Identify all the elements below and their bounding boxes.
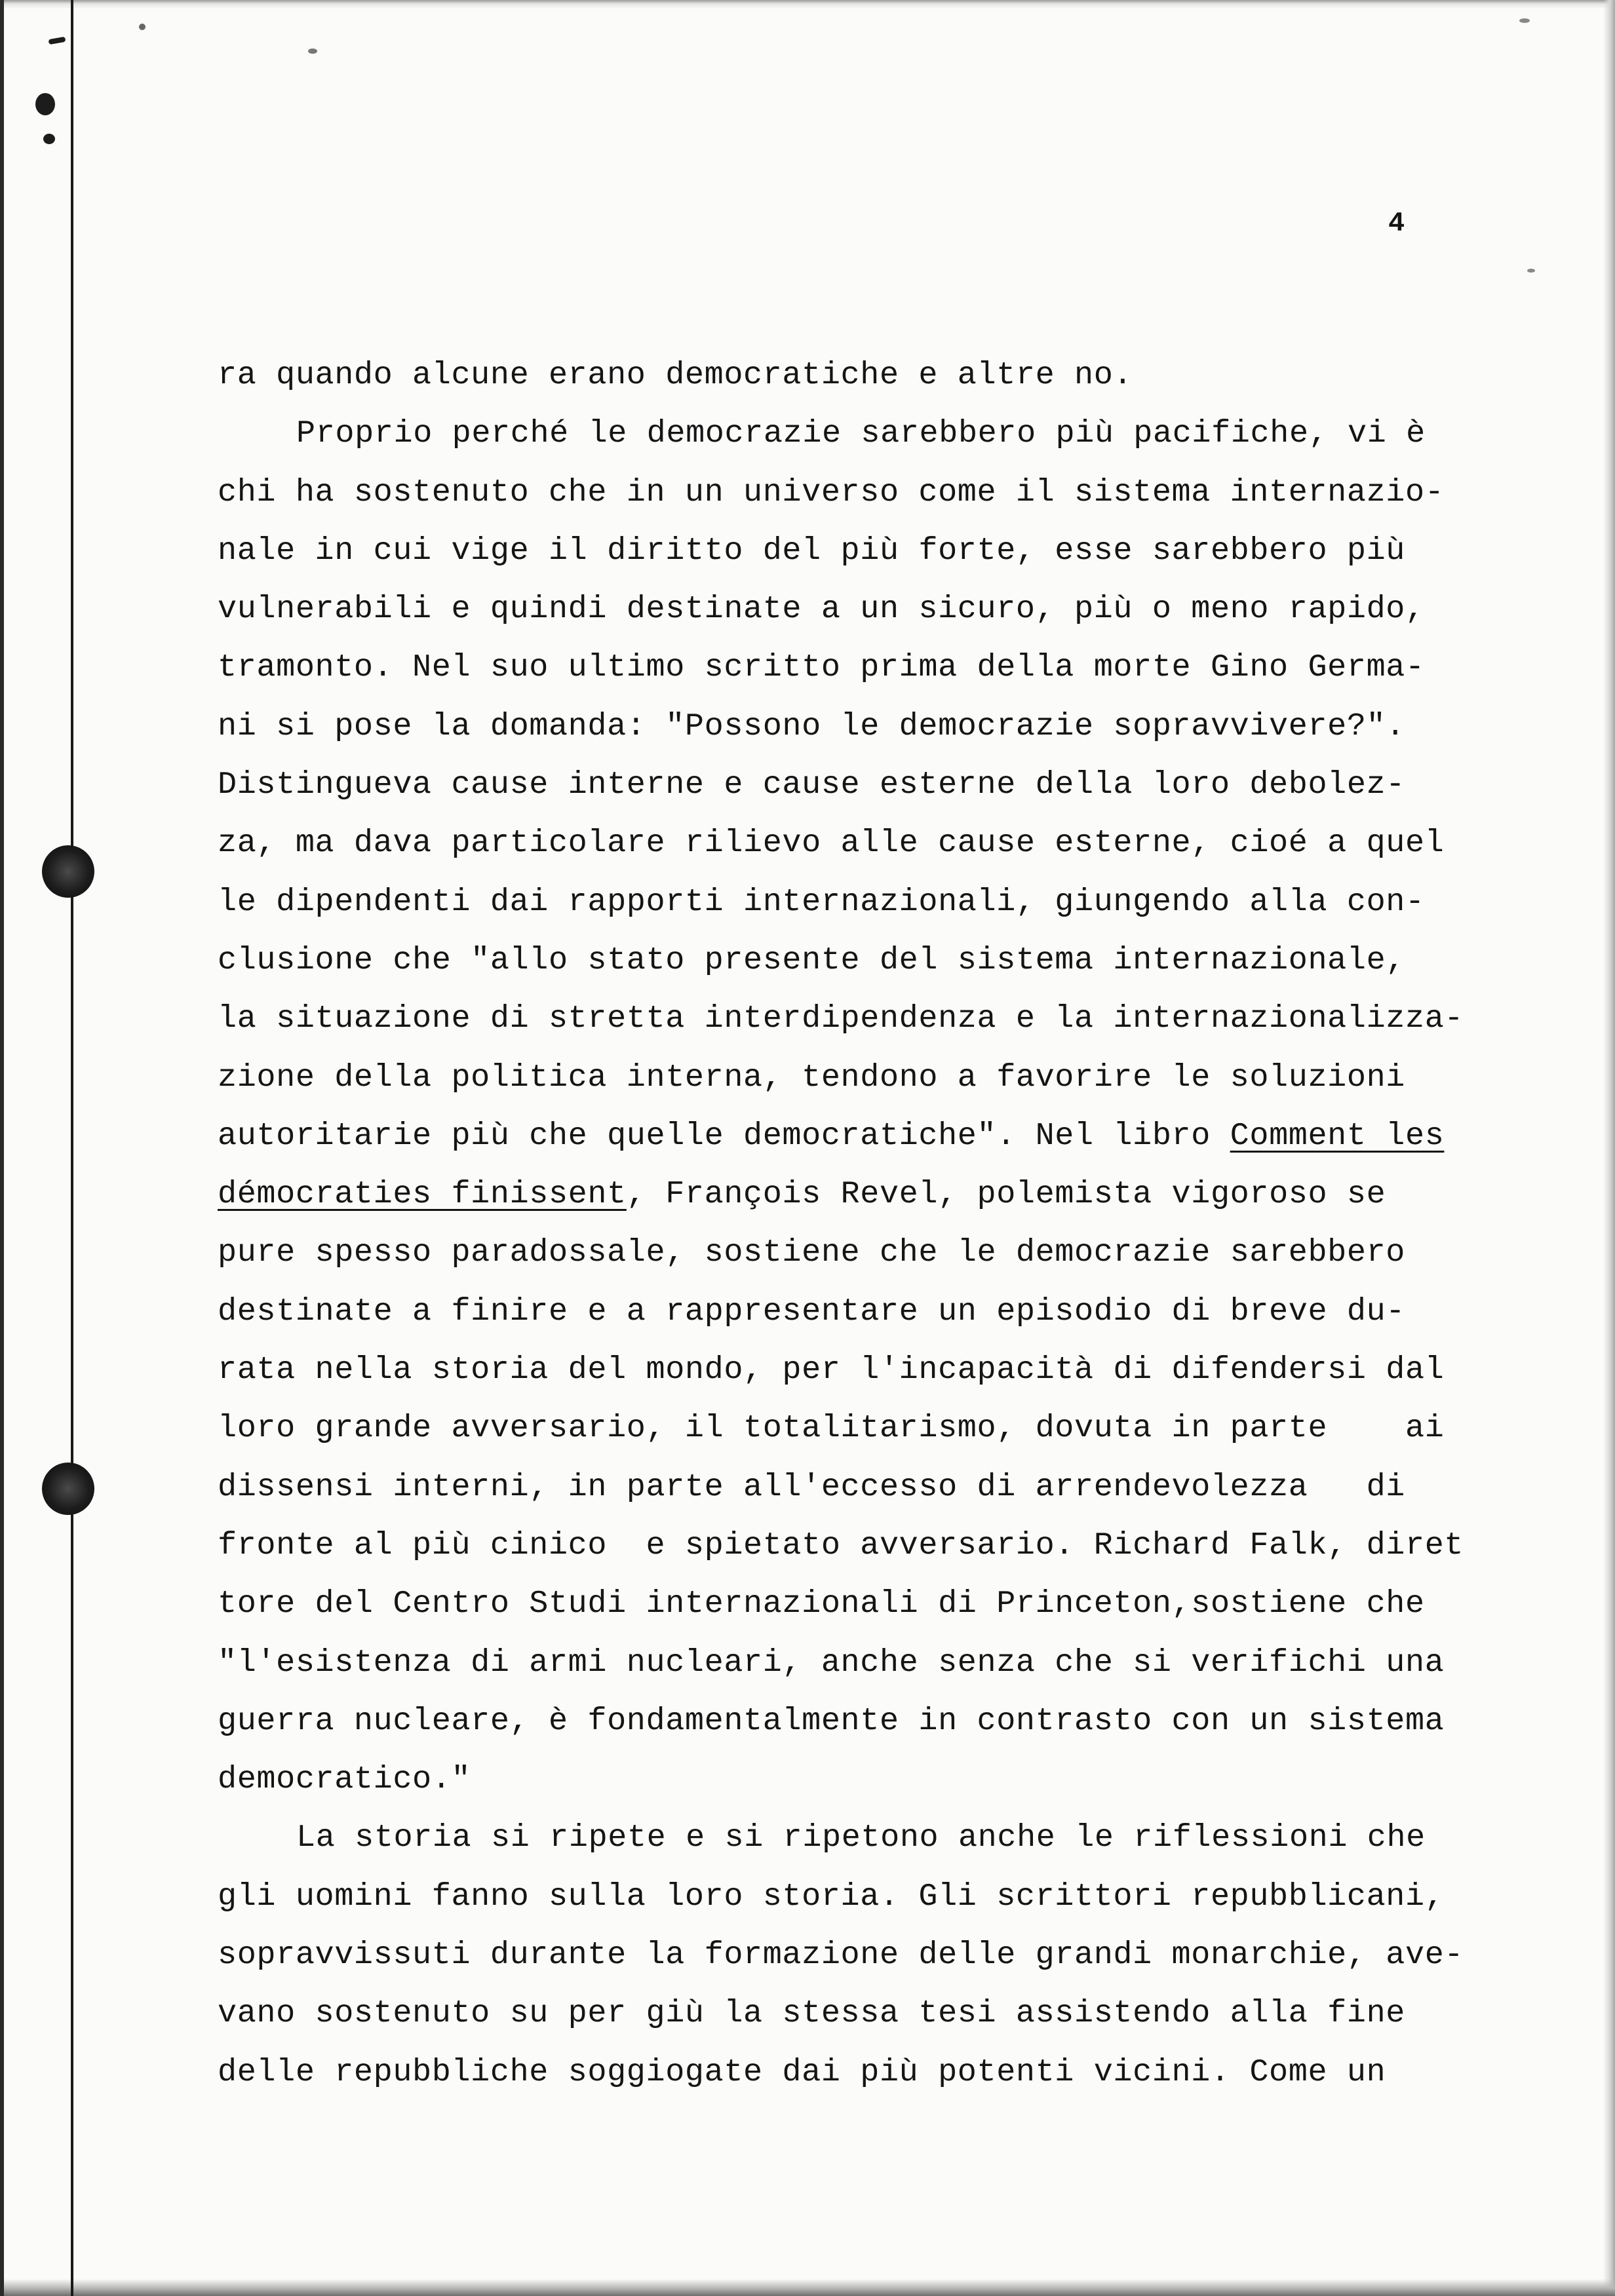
text-line xyxy=(218,938,1515,996)
line-text: ra quando alcune erano democratiche e altre no. xyxy=(218,357,1133,393)
text-line xyxy=(218,2050,1515,2108)
ink-speck xyxy=(139,24,146,30)
line-text: clusione che "allo stato presente del sistema internazionale, xyxy=(218,942,1405,978)
text-line xyxy=(218,1581,1515,1639)
line-text: autoritarie più che quelle democratiche". Nel libro xyxy=(218,1117,1230,1154)
text-line xyxy=(218,996,1515,1054)
line-text: vano sostenuto su per giù la stessa tesi assistendo alla fine xyxy=(218,1995,1405,2032)
punch-hole xyxy=(42,845,94,898)
ink-speck xyxy=(1519,18,1530,23)
line-text: pure spesso paradossale, sostiene che le democrazie sarebbero xyxy=(218,1234,1405,1271)
line-text: tramonto. Nel suo ultimo scritto prima della morte Gino Germa- xyxy=(218,649,1425,686)
underlined-title: démocraties finissent xyxy=(218,1176,627,1213)
binding-margin-line xyxy=(71,0,73,2296)
text-line xyxy=(218,411,1515,469)
text-line xyxy=(218,1698,1515,1757)
ink-mark xyxy=(35,93,55,115)
text-line xyxy=(218,1523,1515,1581)
text-line xyxy=(218,704,1515,762)
page-number: 4 xyxy=(1388,208,1405,239)
line-text: la situazione di stretta interdipendenza e la internazionalizza- xyxy=(218,1001,1464,1037)
line-text: , François Revel, polemista vigoroso se xyxy=(626,1176,1386,1213)
line-text: guerra nucleare, è fondamentalmente in contrasto con un sistema xyxy=(218,1702,1445,1739)
body-text xyxy=(218,353,1515,2108)
underlined-title: Comment les xyxy=(1230,1117,1445,1154)
line-text: vulnerabili e quindi destinate a un sicuro, più o meno rapido, xyxy=(218,591,1425,628)
scan-bottom-edge xyxy=(0,2279,1615,2296)
text-line xyxy=(218,1874,1515,1932)
line-text: La storia si ripete e si ripetono anche le riflessioni che xyxy=(296,1820,1426,1856)
line-text: ni si pose la domanda: "Possono le democrazie sopravvivere?". xyxy=(218,708,1405,744)
text-line xyxy=(218,1055,1515,1113)
line-text: za, ma dava particolare rilievo alle cause esterne, cioé a quel xyxy=(218,825,1445,862)
line-text: "l'esistenza di armi nucleari, anche senza che si verifichi una xyxy=(218,1644,1445,1681)
text-line xyxy=(218,879,1515,938)
text-line xyxy=(218,762,1515,820)
line-text: sopravvissuti durante la formazione delle grandi monarchie, ave- xyxy=(218,1937,1464,1974)
text-line xyxy=(218,1172,1515,1230)
line-text: gli uomini fanno sulla loro storia. Gli scrittori repubblicani, xyxy=(218,1878,1445,1915)
text-line xyxy=(218,1932,1515,1991)
line-text: Distingueva cause interne e cause esterne della loro debolez- xyxy=(218,767,1405,803)
punch-hole xyxy=(42,1463,94,1515)
text-line xyxy=(218,1991,1515,2049)
line-text: delle repubbliche soggiogate dai più potenti vicini. Come un xyxy=(218,2054,1386,2090)
text-line xyxy=(218,1640,1515,1698)
text-line xyxy=(218,1230,1515,1288)
line-text: le dipendenti dai rapporti internazionali, giungendo alla con- xyxy=(218,883,1425,920)
text-line xyxy=(218,1464,1515,1523)
line-text: tore del Centro Studi internazionali di Princeton,sostiene che xyxy=(218,1586,1425,1622)
text-line xyxy=(218,528,1515,586)
ink-speck xyxy=(308,48,317,54)
text-line xyxy=(218,586,1515,645)
text-line xyxy=(218,353,1515,411)
line-text: destinate a finire e a rappresentare un episodio di breve du- xyxy=(218,1293,1405,1330)
ink-mark xyxy=(43,134,55,144)
line-text: loro grande avversario, il totalitarismo, dovuta in parte ai xyxy=(218,1410,1445,1447)
scan-right-edge xyxy=(1603,0,1615,2296)
ink-mark xyxy=(49,37,66,45)
line-text: democratico." xyxy=(218,1761,471,1798)
text-line xyxy=(218,1289,1515,1347)
text-line xyxy=(218,820,1515,879)
text-line xyxy=(218,1406,1515,1464)
line-text: dissensi interni, in parte all'eccesso di arrendevolezza di xyxy=(218,1468,1405,1505)
text-line xyxy=(218,645,1515,703)
line-text: chi ha sostenuto che in un universo come il sistema internazio- xyxy=(218,474,1445,510)
line-text: Proprio perché le democrazie sarebbero più pacifiche, vi è xyxy=(296,415,1426,452)
text-line xyxy=(218,1113,1515,1172)
line-text: fronte al più cinico e spietato avversario. Richard Falk, diret xyxy=(218,1527,1464,1563)
ink-speck xyxy=(1527,269,1535,273)
text-line xyxy=(218,1347,1515,1406)
text-line xyxy=(218,1815,1515,1873)
text-line xyxy=(218,1757,1515,1815)
line-text: nale in cui vige il diritto del più forte, esse sarebbero più xyxy=(218,532,1405,569)
scan-top-edge xyxy=(0,0,1615,9)
scan-left-edge xyxy=(0,0,4,2296)
text-line xyxy=(218,470,1515,528)
line-text: zione della politica interna, tendono a favorire le soluzioni xyxy=(218,1059,1405,1096)
line-text: rata nella storia del mondo, per l'incapacità di difendersi dal xyxy=(218,1352,1445,1388)
